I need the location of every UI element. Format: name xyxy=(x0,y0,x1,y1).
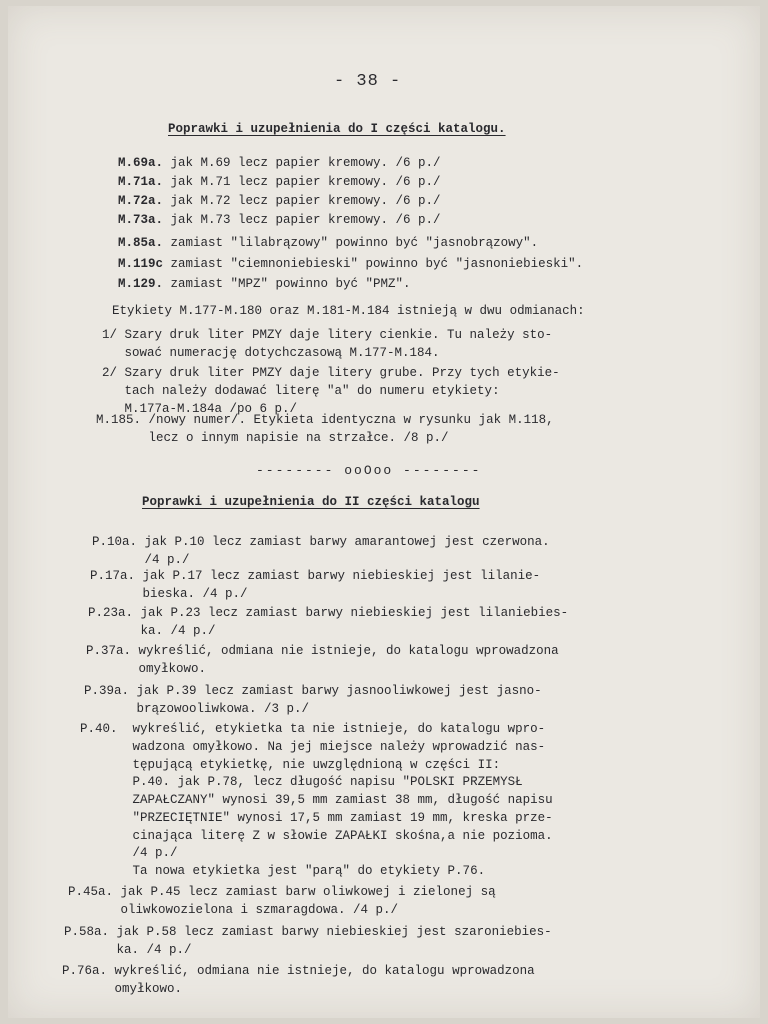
section2-line: oliwkowozielona i szmaragdowa. /4 p./ xyxy=(68,903,399,917)
section2-line: brązowooliwkowa. /3 p./ xyxy=(84,702,310,716)
variant-1-line: sować numerację dotychczasową M.177-M.184. xyxy=(102,346,440,360)
variant-2-line: 2/ Szary druk liter PMZY daje litery grube. Przy tych etykie- xyxy=(102,366,560,380)
m185-line: lecz o innym napisie na strzałce. /8 p./ xyxy=(96,431,449,445)
section2-line: omyłkowo. xyxy=(86,662,207,676)
entry-ref: M.129. xyxy=(118,277,164,291)
section2-line: tępującą etykietkę, nie uwzględnioną w części II: xyxy=(80,758,501,772)
section2-line: P.10a. jak P.10 lecz zamiast barwy amarantowej jest czerwona. xyxy=(92,535,550,549)
separator: -------- ooOoo -------- xyxy=(256,463,482,478)
section2-line: bieska. /4 p./ xyxy=(90,587,248,601)
entry-ref: M.73a. xyxy=(118,213,164,227)
entry-ref: M.71a. xyxy=(118,175,164,189)
list-item xyxy=(118,173,441,191)
entry-text: jak M.72 lecz papier kremowy. /6 p./ xyxy=(163,194,441,208)
variant-2-line: M.177a-M.184a /po 6 p./ xyxy=(102,402,298,416)
page-number: - 38 - xyxy=(334,72,402,91)
entry-text: zamiast "MPZ" powinno być "PMZ". xyxy=(163,277,411,291)
section2-line: P.76a. wykreślić, odmiana nie istnieje, do katalogu wprowadzona xyxy=(62,964,535,978)
section2-line: P.37a. wykreślić, odmiana nie istnieje, do katalogu wprowadzona xyxy=(86,644,559,658)
section2-line: Ta nowa etykietka jest "parą" do etykiety P.76. xyxy=(80,864,486,878)
entry-ref: M.69a. xyxy=(118,156,164,170)
list-item xyxy=(118,154,441,172)
section2-line: P.17a. jak P.17 lecz zamiast barwy niebieskiej jest lilanie- xyxy=(90,569,541,583)
section2-line: P.58a. jak P.58 lecz zamiast barwy niebieskiej jest szaroniebies- xyxy=(64,925,552,939)
section2-line: wadzona omyłkowo. Na jej miejsce należy wprowadzić nas- xyxy=(80,740,546,754)
section2-line: ka. /4 p./ xyxy=(64,943,192,957)
list-item xyxy=(118,234,538,252)
entry-ref: M.119c xyxy=(118,257,164,271)
list-item xyxy=(118,275,411,293)
section2-line: /4 p./ xyxy=(92,553,190,567)
section2-line: P.40. wykreślić, etykietka ta nie istnieje, do katalogu wpro- xyxy=(80,722,546,736)
section2-line: "PRZECIĘTNIE" wynosi 17,5 mm zamiast 19 mm, kreska prze- xyxy=(80,811,553,825)
section2-line: ka. /4 p./ xyxy=(88,624,216,638)
entry-text: jak M.71 lecz papier kremowy. /6 p./ xyxy=(163,175,441,189)
list-item xyxy=(118,211,441,229)
list-item xyxy=(118,192,441,210)
variant-1-line: 1/ Szary druk liter PMZY daje litery cienkie. Tu należy sto- xyxy=(102,328,553,342)
section2-line: /4 p./ xyxy=(80,846,178,860)
etykiety-intro: Etykiety M.177-M.180 oraz M.181-M.184 istnieją w dwu odmianach: xyxy=(112,304,585,318)
entry-ref: M.85a. xyxy=(118,236,164,250)
section2-line: P.45a. jak P.45 lecz zamiast barw oliwkowej i zielonej są xyxy=(68,885,496,899)
section2-line: ZAPAŁCZANY" wynosi 39,5 mm zamiast 38 mm, długość napisu xyxy=(80,793,553,807)
section2-line: cinająca literę Z w słowie ZAPAŁKI skośna,a nie pozioma. xyxy=(80,829,553,843)
section2-heading: Poprawki i uzupełnienia do II części katalogu xyxy=(142,495,480,509)
section2-line: P.40. jak P.78, lecz długość napisu "POLSKI PRZEMYSŁ xyxy=(80,775,523,789)
entry-text: zamiast "lilabrązowy" powinno być "jasnobrązowy". xyxy=(163,236,539,250)
section1-heading: Poprawki i uzupełnienia do I części katalogu. xyxy=(168,122,506,136)
entry-text: jak M.69 lecz papier kremowy. /6 p./ xyxy=(163,156,441,170)
variant-2-line: tach należy dodawać literę "a" do numeru etykiety: xyxy=(102,384,500,398)
section2-line: omyłkowo. xyxy=(62,982,183,996)
entry-text: jak M.73 lecz papier kremowy. /6 p./ xyxy=(163,213,441,227)
list-item xyxy=(118,255,583,273)
entry-text: zamiast "ciemnoniebieski" powinno być "jasnoniebieski". xyxy=(163,257,584,271)
section2-line: P.39a. jak P.39 lecz zamiast barwy jasnooliwkowej jest jasno- xyxy=(84,684,542,698)
section2-line: P.23a. jak P.23 lecz zamiast barwy niebieskiej jest lilaniebies- xyxy=(88,606,569,620)
typewritten-page xyxy=(8,6,760,1018)
m185-line: M.185. /nowy numer/. Etykieta identyczna w rysunku jak M.118, xyxy=(96,413,554,427)
entry-ref: M.72a. xyxy=(118,194,164,208)
